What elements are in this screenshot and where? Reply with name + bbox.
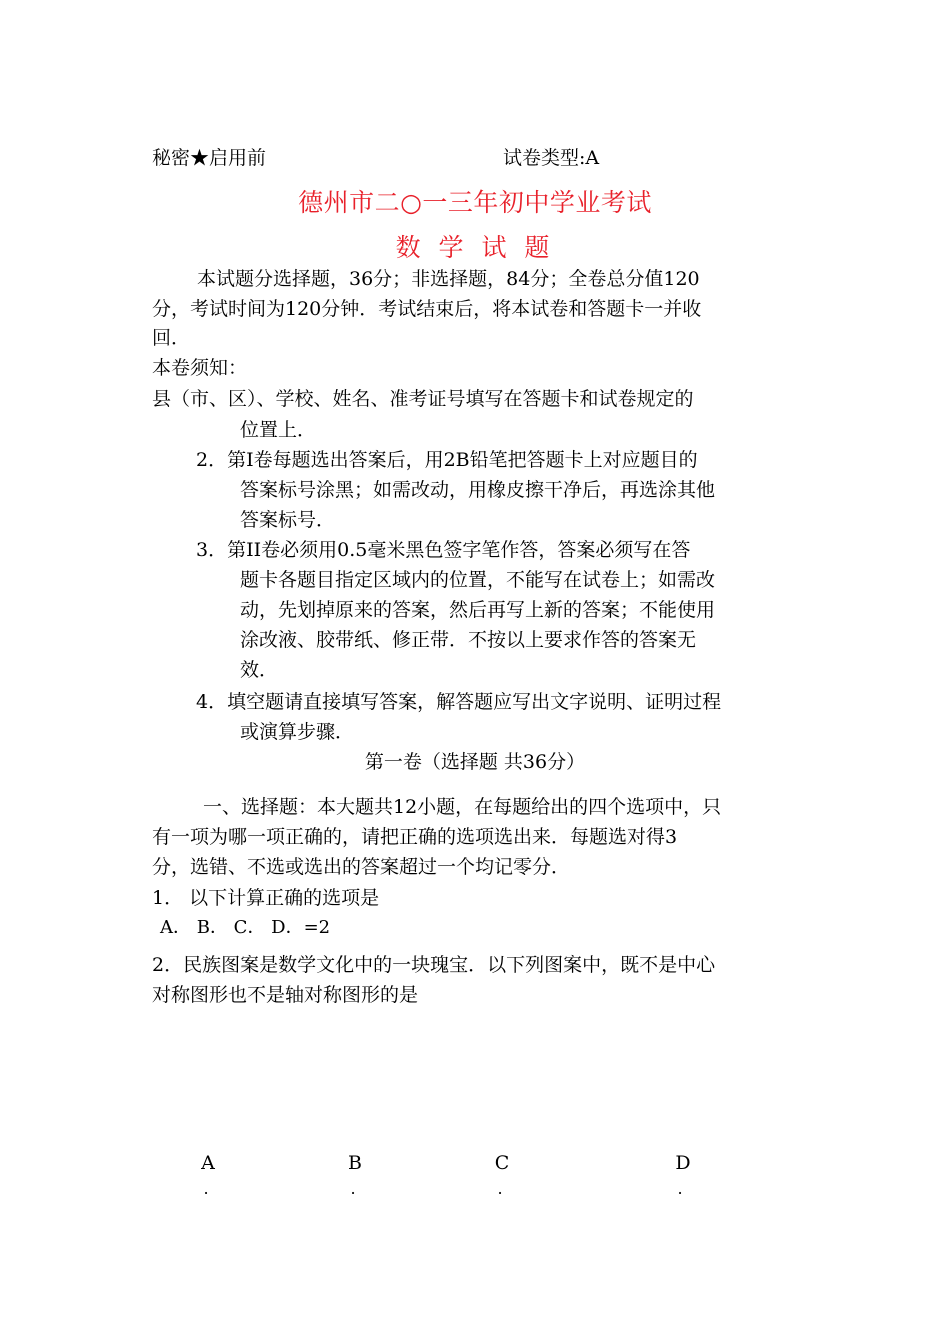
notice-item-4: 4．填空题请直接填写答案，解答题应写出文字说明、证明过程 [196, 691, 722, 713]
notice-line: 题卡各题目指定区域内的位置，不能写在试卷上；如需改 [240, 569, 716, 591]
option-b-dot: . [350, 1179, 356, 1198]
intro-line: 回． [152, 327, 191, 349]
notice-item-3: 3．第II卷必须用0.5毫米黑色签字笔作答，答案必须写在答 [196, 539, 691, 561]
instruction-line: 有一项为哪一项正确的，请把正确的选项选出来．每题选对得3 [152, 826, 678, 848]
notice-line: 位置上． [240, 419, 317, 441]
question-2-stem: 2．民族图案是数学文化中的一块瑰宝．以下列图案中，既不是中心 [152, 954, 716, 976]
notice-item-2: 2．第I卷每题选出答案后，用2B铅笔把答题卡上对应题目的 [196, 449, 698, 471]
notice-heading: 本卷须知： [152, 357, 248, 379]
notice-line: 动，先划掉原来的答案，然后再写上新的答案；不能使用 [240, 599, 716, 621]
paper-type-label: 试卷类型:A [503, 147, 600, 169]
question-1-stem: 1． 以下计算正确的选项是 [152, 887, 380, 909]
section-title: 第一卷（选择题 共36分） [364, 751, 586, 773]
subject-title: 数 学 试 题 [395, 233, 555, 262]
notice-line: 答案标号涂黑；如需改动，用橡皮擦干净后，再选涂其他 [240, 479, 716, 501]
instruction-line: 分，选错、不选或选出的答案超过一个均记零分． [152, 856, 571, 878]
notice-line: 县（市、区）、学校、姓名、准考证号填写在答题卡和试卷规定的 [152, 388, 694, 410]
option-a-dot: . [203, 1179, 209, 1198]
instruction-line: 一、选择题：本大题共12小题，在每题给出的四个选项中，只 [203, 796, 722, 818]
option-c-dot: . [497, 1179, 503, 1198]
option-c-label: C [494, 1152, 510, 1174]
exam-title: 德州市二○一三年初中学业考试 [298, 188, 652, 217]
notice-line: 答案标号． [240, 509, 336, 531]
question-1-options: A． B． C． D．=2 [160, 917, 331, 938]
notice-line: 涂改液、胶带纸、修正带．不按以上要求作答的答案无 [240, 629, 697, 651]
intro-line: 本试题分选择题，36分；非选择题，84分；全卷总分值120 [197, 268, 700, 290]
option-d-dot: . [677, 1179, 683, 1198]
question-2-stem: 对称图形也不是轴对称图形的是 [152, 984, 419, 1006]
intro-line: 分，考试时间为120分钟．考试结束后，将本试卷和答题卡一并收 [152, 298, 702, 320]
confidential-label: 秘密★启用前 [152, 147, 267, 169]
notice-line: 或演算步骤． [240, 721, 355, 743]
option-b-label: B [348, 1152, 362, 1174]
notice-line: 效． [240, 659, 279, 681]
option-d-label: D [675, 1152, 691, 1174]
option-a-label: A [201, 1152, 215, 1174]
